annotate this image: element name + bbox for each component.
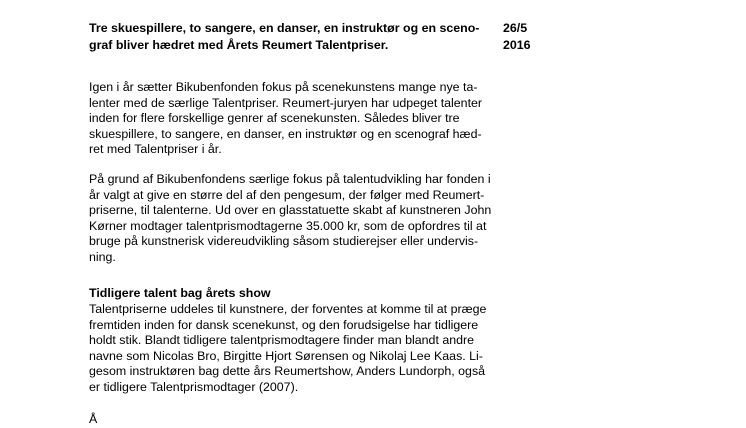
- paragraph-line: bruge på kunstnerisk videreudvikling såsom studierejser eller undervis-: [89, 234, 479, 249]
- release-date-year: 2016: [503, 38, 531, 52]
- paragraph-line: Å: [89, 412, 98, 426]
- truncated-paragraph: [89, 412, 499, 428]
- paragraph-line: er tidligere Talentprismodtager (2007).: [89, 379, 299, 394]
- paragraph-line: fremtiden inden for dansk scenekunst, og den forudsigelse har tidligere: [89, 317, 479, 332]
- paragraph-line: ret med Talentpriser i år.: [89, 142, 222, 157]
- paragraph-line: holdt stik. Blandt tidligere talentprismodtagere finder man blandt andre: [89, 333, 475, 348]
- paragraph-line: priserne, til talenterne. Ud over en glasstatuette skabt af kunstneren John: [89, 203, 492, 218]
- paragraph-line: gesom instruktøren bag dette års Reumertshow, Anders Lundorph, også: [89, 364, 486, 379]
- press-release-headline: [89, 20, 489, 54]
- paragraph-line: På grund af Bikubenfondens særlige fokus på talentudvikling har fonden i: [89, 172, 491, 186]
- paragraph-line: Talentpriserne uddeles til kunstnere, der forventes at komme til at præge: [89, 302, 487, 316]
- paragraph-line: inden for flere forskellige genrer af scenekunsten. Således bliver tre: [89, 111, 460, 126]
- release-date-day-month: 26/5: [503, 21, 528, 35]
- paragraph-line: lenter med de særlige Talentpriser. Reumert-juryen har udpeget talenter: [89, 95, 483, 110]
- history-paragraph: [89, 302, 499, 396]
- funding-paragraph: [89, 172, 499, 266]
- intro-paragraph: [89, 80, 499, 158]
- paragraph-line: år valgt at give en større del af den pengesum, der følger med Reumert-: [89, 187, 485, 202]
- paragraph-line: Kørner modtager talentprismodtagerne 35.000 kr, som de opfordres til at: [89, 218, 487, 233]
- headline-line: graf bliver hædret med Årets Reumert Talentpriser.: [89, 38, 389, 52]
- release-date: [503, 20, 531, 54]
- paragraph-line: navne som Nicolas Bro, Birgitte Hjort Sørensen og Nikolaj Lee Kaas. Li-: [89, 348, 483, 363]
- section-subheading: Tidligere talent bag årets show: [89, 286, 271, 300]
- paragraph-line: ning.: [89, 249, 116, 264]
- paragraph-line: skuespillere, to sangere, en danser, en instruktør og en scenograf hæd-: [89, 126, 482, 141]
- paragraph-line: Igen i år sætter Bikubenfonden fokus på scenekunstens mange nye ta-: [89, 80, 478, 94]
- headline-line: Tre skuespillere, to sangere, en danser, en instruktør og en sceno-: [89, 21, 480, 35]
